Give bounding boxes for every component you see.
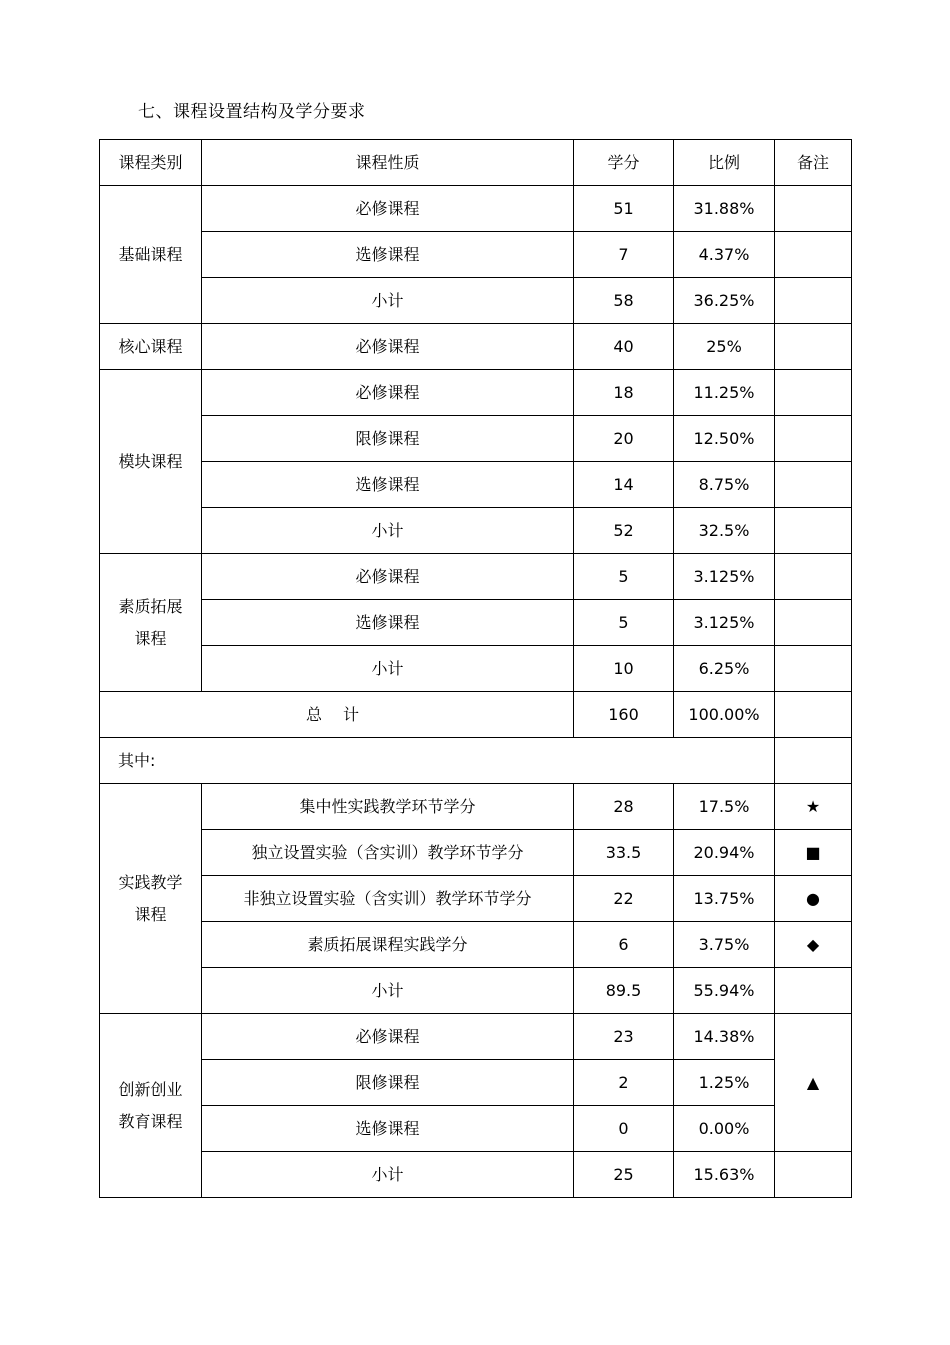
table-row <box>100 554 852 600</box>
course-nature: 必修课程 <box>202 554 574 600</box>
header-ratio: 比例 <box>674 140 775 186</box>
table-row <box>100 1014 852 1060</box>
table-header-row <box>100 140 852 186</box>
note <box>775 508 852 554</box>
triangle-icon: ▲ <box>775 1014 852 1152</box>
ratio: 8.75% <box>674 462 775 508</box>
course-nature: 小计 <box>202 968 574 1014</box>
header-course-nature: 课程性质 <box>202 140 574 186</box>
credits: 89.5 <box>574 968 674 1014</box>
ratio: 11.25% <box>674 370 775 416</box>
ratio: 6.25% <box>674 646 775 692</box>
course-nature: 必修课程 <box>202 370 574 416</box>
credits: 23 <box>574 1014 674 1060</box>
table-row <box>100 1106 852 1152</box>
ratio: 15.63% <box>674 1152 775 1198</box>
credits: 28 <box>574 784 674 830</box>
table-row <box>100 232 852 278</box>
ratio: 36.25% <box>674 278 775 324</box>
total-ratio: 100.00% <box>674 692 775 738</box>
note <box>775 554 852 600</box>
course-nature: 独立设置实验（含实训）教学环节学分 <box>202 830 574 876</box>
table-row <box>100 876 852 922</box>
course-nature: 选修课程 <box>202 462 574 508</box>
total-label: 总 计 <box>100 692 574 738</box>
note <box>775 1152 852 1198</box>
diamond-icon: ◆ <box>775 922 852 968</box>
category-basic: 基础课程 <box>100 186 202 324</box>
total-row <box>100 692 852 738</box>
ratio: 3.125% <box>674 554 775 600</box>
course-nature: 限修课程 <box>202 1060 574 1106</box>
ratio: 3.75% <box>674 922 775 968</box>
ratio: 0.00% <box>674 1106 775 1152</box>
table-row <box>100 646 852 692</box>
table-row <box>100 370 852 416</box>
ratio: 55.94% <box>674 968 775 1014</box>
table-row <box>100 278 852 324</box>
ratio: 25% <box>674 324 775 370</box>
category-practice <box>100 784 202 1014</box>
credits: 25 <box>574 1152 674 1198</box>
table-row <box>100 830 852 876</box>
ratio: 12.50% <box>674 416 775 462</box>
section-title: 七、课程设置结构及学分要求 <box>138 102 366 122</box>
note <box>775 600 852 646</box>
credits: 2 <box>574 1060 674 1106</box>
header-category: 课程类别 <box>100 140 202 186</box>
credits: 14 <box>574 462 674 508</box>
category-module: 模块课程 <box>100 370 202 554</box>
table-row <box>100 462 852 508</box>
note <box>775 738 852 784</box>
note <box>775 416 852 462</box>
course-nature: 非独立设置实验（含实训）教学环节学分 <box>202 876 574 922</box>
table-row <box>100 1152 852 1198</box>
table-row <box>100 968 852 1014</box>
note <box>775 186 852 232</box>
credits: 5 <box>574 600 674 646</box>
category-label-line1: 创新创业 <box>118 1079 183 1099</box>
ratio: 31.88% <box>674 186 775 232</box>
ratio: 13.75% <box>674 876 775 922</box>
credits: 22 <box>574 876 674 922</box>
note <box>775 324 852 370</box>
credits: 33.5 <box>574 830 674 876</box>
course-nature: 集中性实践教学环节学分 <box>202 784 574 830</box>
course-nature: 小计 <box>202 646 574 692</box>
note <box>775 462 852 508</box>
credits: 58 <box>574 278 674 324</box>
ratio: 32.5% <box>674 508 775 554</box>
credits: 40 <box>574 324 674 370</box>
ratio: 3.125% <box>674 600 775 646</box>
credits: 52 <box>574 508 674 554</box>
course-nature: 小计 <box>202 278 574 324</box>
course-nature: 小计 <box>202 1152 574 1198</box>
category-label-line2: 课程 <box>134 628 167 648</box>
ratio: 20.94% <box>674 830 775 876</box>
category-core: 核心课程 <box>100 324 202 370</box>
header-notes: 备注 <box>775 140 852 186</box>
ratio: 17.5% <box>674 784 775 830</box>
note <box>775 278 852 324</box>
credits: 6 <box>574 922 674 968</box>
credits: 5 <box>574 554 674 600</box>
note <box>775 232 852 278</box>
among-label: 其中: <box>100 738 775 784</box>
note <box>775 968 852 1014</box>
credits: 20 <box>574 416 674 462</box>
course-nature: 小计 <box>202 508 574 554</box>
course-nature: 选修课程 <box>202 1106 574 1152</box>
table-row <box>100 508 852 554</box>
course-nature: 必修课程 <box>202 186 574 232</box>
course-nature: 必修课程 <box>202 324 574 370</box>
note <box>775 692 852 738</box>
category-label-line1: 素质拓展 <box>118 596 183 616</box>
note <box>775 370 852 416</box>
ratio: 1.25% <box>674 1060 775 1106</box>
star-icon: ★ <box>775 784 852 830</box>
table-row <box>100 186 852 232</box>
credit-structure-table <box>99 139 852 1198</box>
category-quality <box>100 554 202 692</box>
course-nature: 必修课程 <box>202 1014 574 1060</box>
ratio: 14.38% <box>674 1014 775 1060</box>
note <box>775 646 852 692</box>
credits: 10 <box>574 646 674 692</box>
credits: 0 <box>574 1106 674 1152</box>
square-icon: ■ <box>775 830 852 876</box>
course-nature: 选修课程 <box>202 600 574 646</box>
header-credits: 学分 <box>574 140 674 186</box>
total-credits: 160 <box>574 692 674 738</box>
category-label-line2: 教育课程 <box>118 1111 183 1131</box>
table-row <box>100 1060 852 1106</box>
course-nature: 限修课程 <box>202 416 574 462</box>
category-label-line2: 课程 <box>134 904 167 924</box>
credits: 18 <box>574 370 674 416</box>
circle-icon: ● <box>775 876 852 922</box>
table-row <box>100 416 852 462</box>
table-row <box>100 922 852 968</box>
credits: 7 <box>574 232 674 278</box>
credits: 51 <box>574 186 674 232</box>
category-innovation <box>100 1014 202 1198</box>
table-row <box>100 600 852 646</box>
table-row <box>100 784 852 830</box>
ratio: 4.37% <box>674 232 775 278</box>
among-row <box>100 738 852 784</box>
table-row <box>100 324 852 370</box>
course-nature: 素质拓展课程实践学分 <box>202 922 574 968</box>
category-label-line1: 实践教学 <box>118 872 183 892</box>
course-nature: 选修课程 <box>202 232 574 278</box>
